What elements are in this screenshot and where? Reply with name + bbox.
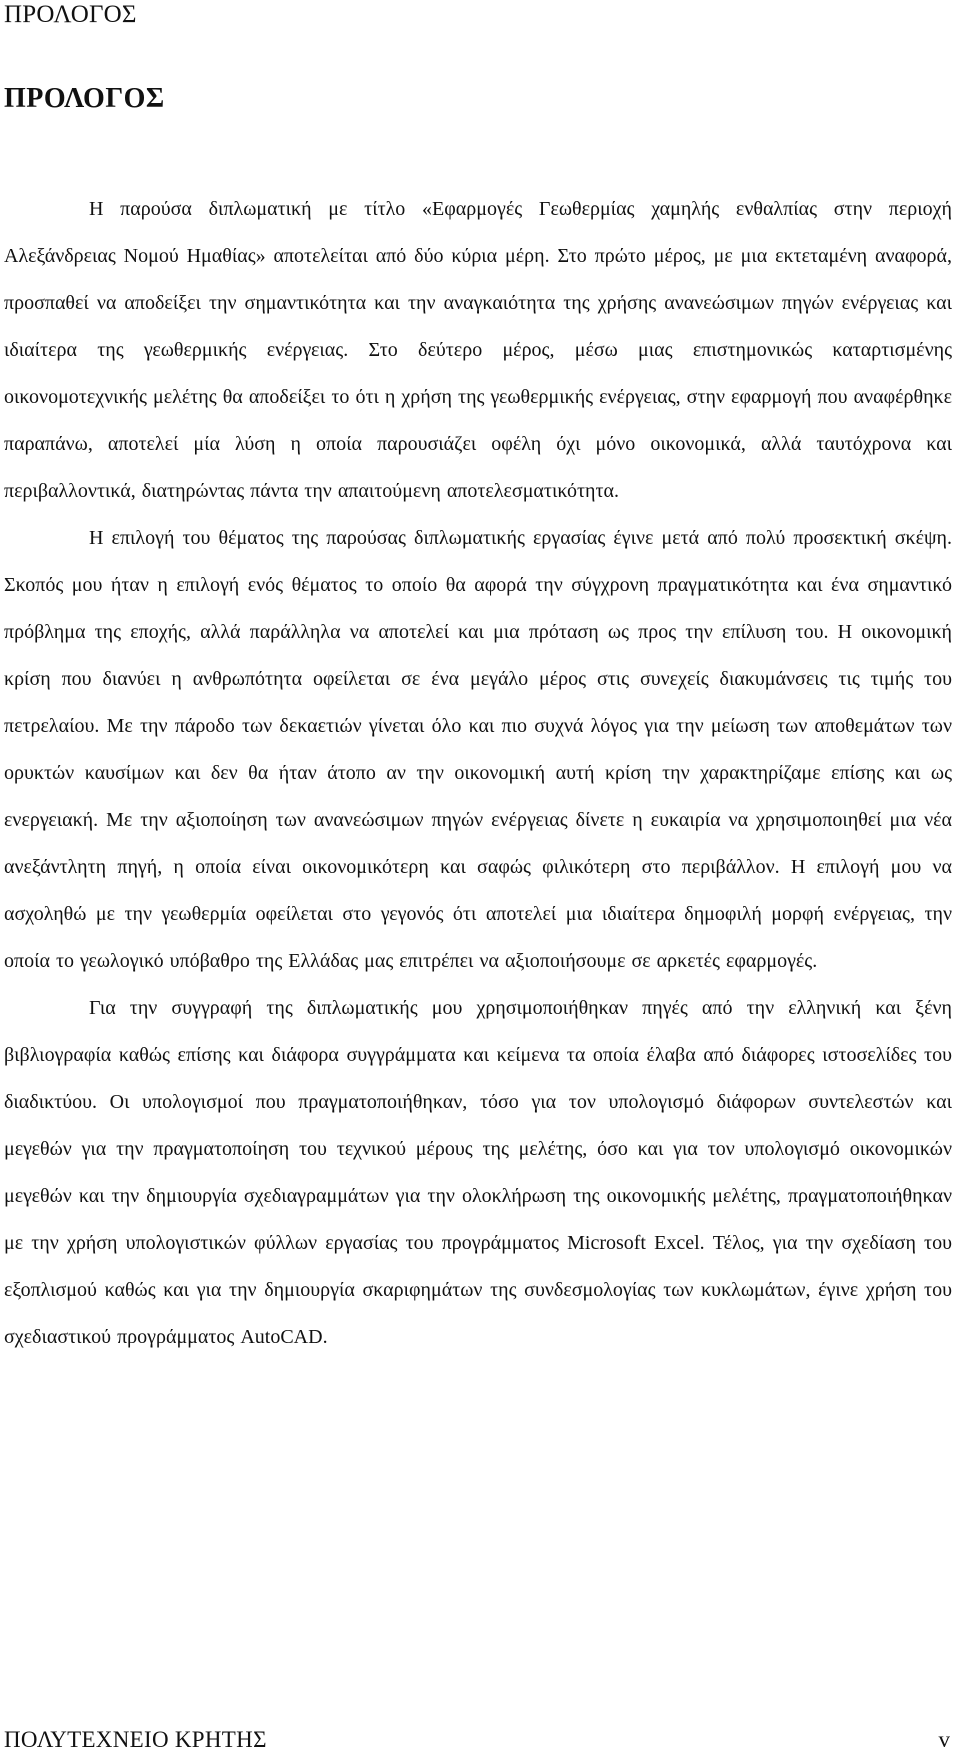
page-title: ΠΡΟΛΟΓΟΣ xyxy=(4,83,165,114)
paragraph-1: Η παρούσα διπλωματική με τίτλο «Εφαρμογές Γεωθερμίας χαμηλής ενθαλπίας στην περιοχή Αλεξάνδρειας Νομού Ημαθίας» αποτελείται από δύο κύρια μέρη. Στο πρώτο μέρος, με μια εκτεταμένη αναφορά, προσπαθεί να αποδείξει την σημαντικότητα και την αναγκαιότητα της χρήσης ανανεώσιμων πηγών ενέργειας και ιδιαίτερα της γεωθερμικής ενέργειας. Στο δεύτερο μέρος, μέσω μιας επιστημονικώς καταρτισμένης οικονομοτεχνικής μελέτης θα αποδείξει το ότι η χρήση της γεωθερμικής ενέργειας, στην εφαρμογή που αναφέρθηκε παραπάνω, αποτελεί μία λύση η οποία παρουσιάζει οφέλη όχι μόνο οικονομικά, αλλά ταυτόχρονα και περιβαλλοντικά, διατηρώντας πάντα την απαιτούμενη αποτελεσματικότητα. xyxy=(4,198,952,502)
paragraph-3: Για την συγγραφή της διπλωματικής μου χρησιμοποιήθηκαν πηγές από την ελληνική και ξένη βιβλιογραφία καθώς επίσης και διάφορα συγγράμματα και κείμενα τα οποία έλαβα από διάφορες ιστοσελίδες του διαδικτύου. Οι υπολογισμοί που πραγματοποιήθηκαν, τόσο για τον υπολογισμό διάφορων συντελεστών και μεγεθών για την πραγματοποίηση του τεχνικού μέρους της μελέτης, όσο και για τον υπολογισμό οικονομικών μεγεθών και την δημιουργία σχεδιαγραμμάτων για την ολοκλήρωση της οικονομικής μελέτης, πραγματοποιήθηκαν με την χρήση υπολογιστικών φύλλων εργασίας του προγράμματος Microsoft Excel. Τέλος, για την σχεδίαση του εξοπλισμού καθώς και για την δημιουργία σκαριφημάτων της συνδεσμολογίας των κυκλωμάτων, έγινε χρήση του σχεδιαστικού προγράμματος AutoCAD. xyxy=(4,997,952,1348)
footer-institution: ΠΟΛΥΤΕΧΝΕΙΟ ΚΡΗΤΗΣ xyxy=(4,1727,267,1752)
body-text xyxy=(4,186,952,1361)
paragraph-2: Η επιλογή του θέματος της παρούσας διπλωματικής εργασίας έγινε μετά από πολύ προσεκτική σκέψη. Σκοπός μου ήταν η επιλογή ενός θέματος το οποίο θα αφορά την σύγχρονη πραγματικότητα και ένα σημαντικό πρόβλημα της εποχής, αλλά παράλληλα να αποτελεί και μια πρόταση ως προς την επίλυση του. Η οικονομική κρίση που διανύει η ανθρωπότητα οφείλεται σε ένα μεγάλο μέρος στις συνεχείς διακυμάνσεις τις τιμής του πετρελαίου. Με την πάροδο των δεκαετιών γίνεται όλο και πιο συχνά λόγος για την μείωση των αποθεμάτων των ορυκτών καυσίμων και δεν θα ήταν άτοπο αν την οικονομική αυτή κρίση την χαρακτηρίζαμε επίσης και ως ενεργειακή. Με την αξιοποίηση των ανανεώσιμων πηγών ενέργειας δίνετε η ευκαιρία να χρησιμοποιηθεί μια νέα ανεξάντλητη πηγή, η οποία είναι οικονομικότερη και σαφώς φιλικότερη στο περιβάλλον. Η επιλογή μου να ασχοληθώ με την γεωθερμία οφείλεται στο γεγονός ότι αποτελεί μια ιδιαίτερα δημοφιλή μορφή ενέργειας, την οποία το γεωλογικό υπόβαθρο της Ελλάδας μας επιτρέπει να αξιοποιήσουμε σε αρκετές εφαρμογές. xyxy=(4,527,952,972)
page-number: v xyxy=(938,1727,950,1752)
running-header: ΠΡΟΛΟΓΟΣ xyxy=(4,1,137,28)
running-footer xyxy=(4,1725,950,1755)
